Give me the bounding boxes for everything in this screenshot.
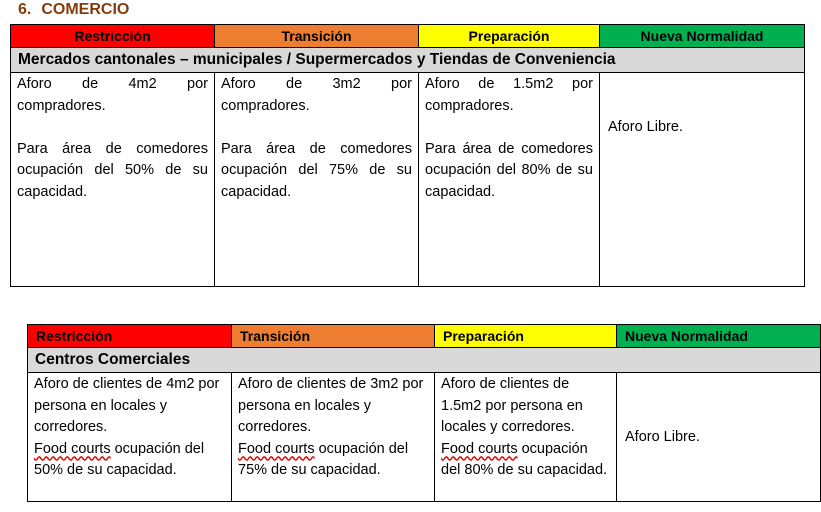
phase-header-transicion: Transición <box>215 25 419 48</box>
section-heading <box>18 0 129 20</box>
cell-text: ocupación del 75% de su capacidad. <box>238 440 409 478</box>
cell-restriccion <box>11 73 215 287</box>
cell-text: Aforo de 4m2 por compradores. <box>17 76 208 114</box>
phase-header-transicion: Transición <box>232 325 435 348</box>
cell-text: Aforo de 3m2 por compradores. <box>221 76 412 114</box>
cell-text: Aforo Libre. <box>608 119 683 135</box>
phase-header-nueva-normalidad: Nueva Normalidad <box>600 25 805 48</box>
cell-text: Para área de comedores ocupación del 50% de su capacidad. <box>17 140 208 200</box>
cell-transicion <box>215 73 419 287</box>
food-courts-term: Food courts <box>441 440 518 457</box>
cell-text: ocupación del 50% de su capacidad. <box>34 440 205 478</box>
cell-text: Aforo de clientes de 4m2 por persona en locales y corredores. <box>34 376 220 435</box>
section-title: COMERCIO <box>41 1 130 18</box>
food-courts-term: Food courts <box>34 440 111 457</box>
mercados-table <box>10 24 805 287</box>
cell-text: Aforo de 1.5m2 por compradores. <box>425 76 593 114</box>
phase-header-preparacion: Preparación <box>419 25 600 48</box>
cell-nueva-normalidad <box>600 73 805 287</box>
cell-restriccion <box>28 373 232 502</box>
cell-text: Aforo Libre. <box>625 428 700 445</box>
cell-preparacion <box>419 73 600 287</box>
table-subtitle: Centros Comerciales <box>28 348 821 373</box>
centros-comerciales-table <box>27 324 821 502</box>
cell-nueva-normalidad <box>617 373 821 502</box>
food-courts-term: Food courts <box>238 440 315 457</box>
cell-text: Para área de comedores ocupación del 80% de su capacidad. <box>425 140 593 200</box>
phase-header-preparacion: Preparación <box>435 325 617 348</box>
cell-text: Aforo de clientes de 3m2 por persona en locales y corredores. <box>238 376 424 435</box>
table-subtitle: Mercados cantonales – municipales / Supermercados y Tiendas de Conveniencia <box>11 48 805 73</box>
section-number: 6. <box>18 1 32 18</box>
phase-header-restriccion: Restricción <box>11 25 215 48</box>
cell-text: Aforo de clientes de 1.5m2 por persona en locales y corredores. <box>441 376 583 435</box>
cell-preparacion <box>435 373 617 502</box>
cell-transicion <box>232 373 435 502</box>
phase-header-nueva-normalidad: Nueva Normalidad <box>617 325 821 348</box>
cell-text: Para área de comedores ocupación del 75% de su capacidad. <box>221 140 412 200</box>
phase-header-restriccion: Restricción <box>28 325 232 348</box>
cell-text: ocupación del 80% de su capacidad. <box>441 440 608 478</box>
